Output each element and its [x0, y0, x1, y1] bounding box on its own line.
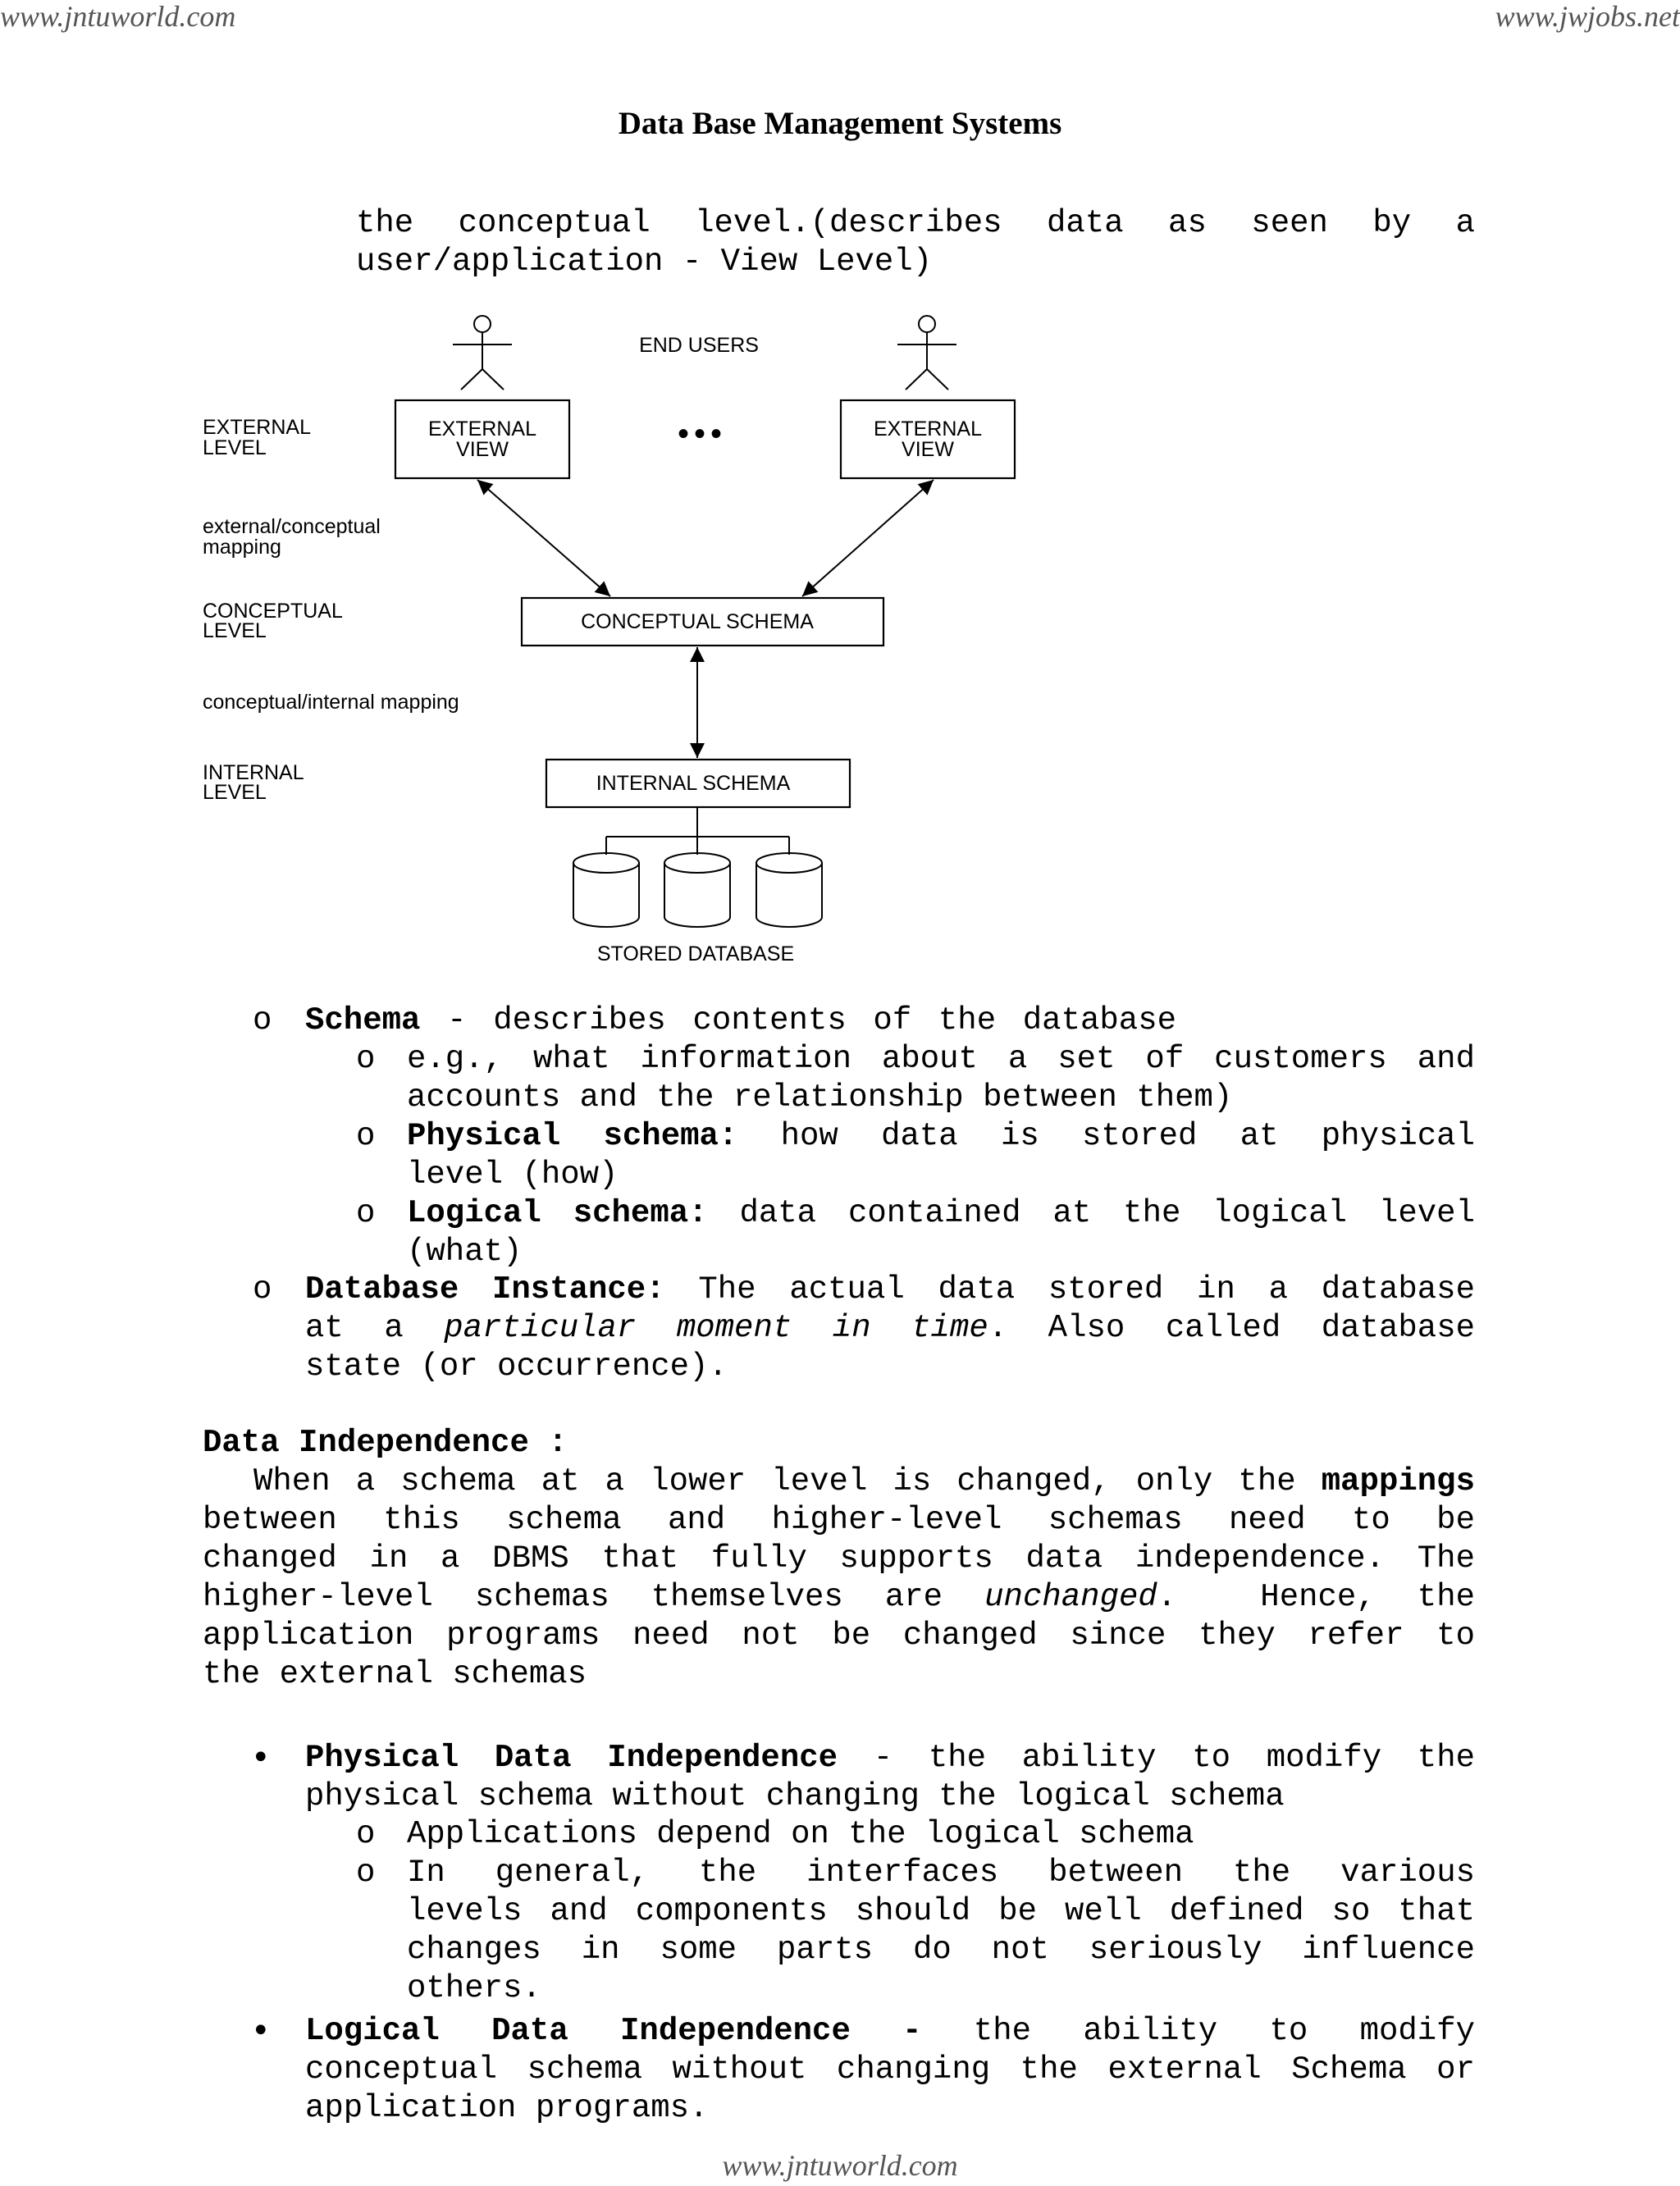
di-p4-italic: unchanged: [984, 1579, 1157, 1615]
bullet-schema: o: [253, 1002, 272, 1038]
intro-text: [356, 204, 1475, 281]
internal-schema-label: INTERNAL SCHEMA: [596, 772, 791, 795]
logical-schema-term: Logical schema:: [407, 1195, 708, 1231]
stored-database-label: STORED DATABASE: [596, 942, 795, 965]
ext-conc-mapping-label-2: mapping: [203, 536, 281, 559]
conc-int-mapping-label: conceptual/internal mapping: [203, 691, 459, 714]
interfaces-item: [407, 1854, 1475, 2008]
bullet-logical-schema: o: [356, 1195, 376, 1231]
ext-conc-mapping-label-1: external/conceptual: [203, 515, 381, 538]
data-independence-heading: Data Independence :: [203, 1425, 568, 1461]
conceptual-schema-label: CONCEPTUAL SCHEMA: [581, 610, 814, 633]
schema-desc: - describes contents of the database: [447, 1002, 1177, 1038]
di-p4-pre: higher-level schemas themselves are: [203, 1579, 943, 1615]
intro-line-2: user/application - View Level): [356, 244, 933, 280]
physical-schema-term: Physical schema:: [407, 1118, 738, 1154]
bullet-logical-independence: •: [251, 2012, 271, 2050]
bullet-eg: o: [356, 1041, 376, 1077]
interfaces-line-2: levels and components should be well defined so that: [407, 1893, 1475, 1929]
physical-schema-line-2: level (how): [407, 1157, 619, 1193]
logical-schema-desc: data contained at the logical level: [739, 1195, 1475, 1231]
bullet-physical-independence: •: [251, 1739, 271, 1777]
schema-item: [305, 1002, 1176, 1040]
physical-schema-desc: how data is stored at physical: [780, 1118, 1475, 1154]
external-level-label-1: EXTERNAL: [203, 416, 311, 439]
database-cylinder-icon: [756, 853, 822, 927]
end-users-label: END USERS: [639, 334, 759, 357]
arrow-left-view-to-conceptual: [477, 480, 610, 596]
di-line-3: changed in a DBMS that fully supports data independence. The: [203, 1540, 1475, 1577]
physical-independence-term: Physical Data Independence: [305, 1740, 838, 1776]
watermark-top-left: www.jntuworld.com: [0, 0, 236, 33]
logical-schema-item: [407, 1194, 1475, 1271]
di-p1-bold: mappings: [1321, 1463, 1475, 1499]
external-level-label-2: LEVEL: [203, 436, 267, 459]
internal-level-label-1: INTERNAL: [203, 761, 304, 784]
database-cylinder-icon: [664, 853, 730, 927]
bullet-applications: o: [356, 1816, 376, 1852]
external-view-left-label-2: VIEW: [456, 438, 509, 461]
physical-schema-item: [407, 1117, 1475, 1194]
database-cylinder-icon: [573, 853, 639, 927]
logical-independence-item: [305, 2012, 1475, 2128]
logical-independence-term: Logical Data Independence -: [305, 2013, 922, 2049]
instance-line-2-italic: particular moment in time: [444, 1310, 988, 1346]
applications-line: Applications depend on the logical schema: [407, 1816, 1194, 1852]
instance-item: [305, 1271, 1475, 1386]
instance-line-3: state (or occurrence).: [305, 1349, 728, 1385]
di-p4-post: . Hence, the: [1157, 1579, 1476, 1615]
internal-level-label-2: LEVEL: [203, 781, 267, 804]
watermark-top-right: www.jwjobs.net: [1495, 0, 1680, 33]
di-line-5: application programs need not be changed since they refer to: [203, 1618, 1475, 1654]
interfaces-line-4: others.: [407, 1970, 541, 2006]
ellipsis: •••: [677, 416, 728, 452]
di-p1-pre: When a schema at a lower level is changed, only the: [253, 1463, 1296, 1499]
external-view-right-label-2: VIEW: [902, 438, 954, 461]
bullet-interfaces: o: [356, 1855, 376, 1891]
di-line-6: the external schemas: [203, 1656, 587, 1692]
instance-line-2-pre: at a: [305, 1310, 404, 1346]
bullet-instance: o: [253, 1271, 272, 1307]
interfaces-line-3: changes in some parts do not seriously influence: [407, 1932, 1475, 1968]
instance-term: Database Instance:: [305, 1271, 665, 1307]
interfaces-line-1: In general, the interfaces between the various: [407, 1855, 1475, 1891]
schema-term: Schema: [305, 1002, 421, 1038]
instance-line-2-post: . Also called database: [988, 1310, 1475, 1346]
end-user-figure-left: [453, 316, 512, 390]
watermark-bottom: www.jntuworld.com: [722, 2149, 958, 2182]
intro-line-1: the conceptual level.(describes data as seen by a: [356, 205, 1475, 241]
three-level-architecture-diagram: [0, 312, 1680, 968]
logical-independence-line-3: application programs.: [305, 2090, 709, 2126]
eg-line-1: e.g., what information about a set of customers and: [407, 1041, 1475, 1077]
physical-independence-item: [305, 1739, 1475, 1816]
conceptual-level-label-1: CONCEPTUAL: [203, 600, 343, 623]
conceptual-level-label-2: LEVEL: [203, 619, 267, 642]
di-line-2: between this schema and higher-level schemas need to be: [203, 1502, 1475, 1538]
applications-item: [407, 1815, 1475, 1854]
physical-independence-desc: - the ability to modify the: [873, 1740, 1476, 1776]
external-view-right-label-1: EXTERNAL: [874, 418, 982, 440]
bullet-physical-schema: o: [356, 1118, 376, 1154]
instance-desc: The actual data stored in a database: [698, 1271, 1475, 1307]
logical-schema-line-2: (what): [407, 1234, 523, 1270]
eg-line-2: accounts and the relationship between them): [407, 1079, 1233, 1116]
physical-independence-line-2: physical schema without changing the logical schema: [305, 1778, 1285, 1814]
page-title: Data Base Management Systems: [618, 106, 1062, 141]
logical-independence-line-2: conceptual schema without changing the external Schema or: [305, 2051, 1475, 2088]
logical-independence-desc: the ability to modify: [973, 2013, 1475, 2049]
arrow-right-view-to-conceptual: [802, 480, 934, 596]
eg-item: [407, 1040, 1475, 1117]
data-independence-section: [203, 1424, 1475, 1694]
external-view-left-label-1: EXTERNAL: [428, 418, 536, 440]
end-user-figure-right: [897, 316, 956, 390]
